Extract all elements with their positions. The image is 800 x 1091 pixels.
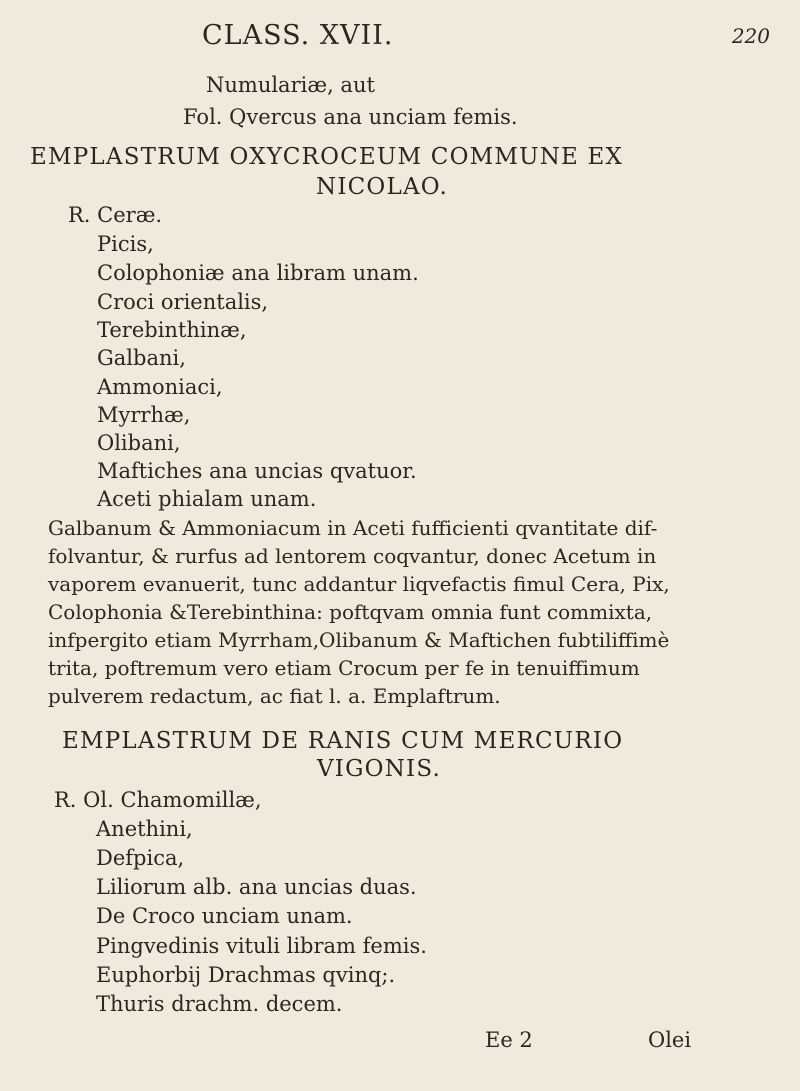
ingredient-line: Liliorum alb. ana uncias duas.: [96, 875, 417, 899]
running-title: CLASS. XVII.: [202, 20, 394, 51]
section-heading: NICOLAO.: [316, 174, 448, 200]
ingredient-line: Pingvedinis vituli libram femis.: [96, 934, 427, 958]
method-line: Colophonia &Terebinthina: poftqvam omnia funt commixta,: [48, 600, 653, 624]
ingredient-line: Olibani,: [97, 431, 181, 455]
section-heading: VIGONIS.: [317, 756, 441, 782]
method-line: folvantur, & rurfus ad lentorem coqvantur, donec Acetum in: [48, 544, 657, 568]
ingredient-line: R. Ol. Chamomillæ,: [54, 788, 262, 812]
method-line: trita, poftremum vero etiam Crocum per fe in tenuiffimum: [48, 656, 640, 680]
ingredient-line: Defpica,: [96, 846, 185, 870]
section-heading: EMPLASTRUM DE RANIS CUM MERCURIO: [62, 728, 624, 754]
method-line: pulverem redactum, ac fiat l. a. Emplaftrum.: [48, 684, 501, 708]
method-line: infpergito etiam Myrrham,Olibanum & Maftichen fubtiliffimè: [48, 628, 670, 652]
ingredient-line: Picis,: [97, 232, 154, 256]
ingredient-line: Aceti phialam unam.: [97, 487, 317, 511]
ingredient-line: Myrrhæ,: [97, 403, 191, 427]
catchword: Olei: [648, 1028, 692, 1052]
ingredient-line: Thuris drachm. decem.: [96, 992, 343, 1016]
page-number: 220: [731, 24, 770, 48]
ingredient-line: Maftiches ana uncias qvatuor.: [97, 459, 417, 483]
method-line: Galbanum & Ammoniacum in Aceti fufficienti qvantitate dif-: [48, 516, 658, 540]
ingredient-line: Ammoniaci,: [97, 375, 223, 399]
ingredient-line: Anethini,: [96, 817, 193, 841]
ingredient-line: De Croco unciam unam.: [96, 904, 353, 928]
ingredient-line: Croci orientalis,: [97, 290, 269, 314]
section-heading: EMPLASTRUM OXYCROCEUM COMMUNE EX: [30, 144, 624, 170]
method-line: vaporem evanuerit, tunc addantur liqvefactis fimul Cera, Pix,: [48, 572, 670, 596]
ingredient-line: Galbani,: [97, 346, 186, 370]
ingredient-line: Colophoniæ ana libram unam.: [97, 261, 419, 285]
ingredient-line: R. Ceræ.: [68, 203, 163, 227]
signature-mark: Ee 2: [485, 1028, 533, 1052]
ingredient-line: Terebinthinæ,: [97, 318, 247, 342]
text-line: Numulariæ, aut: [206, 73, 375, 97]
ingredient-line: Euphorbij Drachmas qvinq;.: [96, 963, 396, 987]
text-line: Fol. Qvercus ana unciam femis.: [183, 105, 518, 129]
